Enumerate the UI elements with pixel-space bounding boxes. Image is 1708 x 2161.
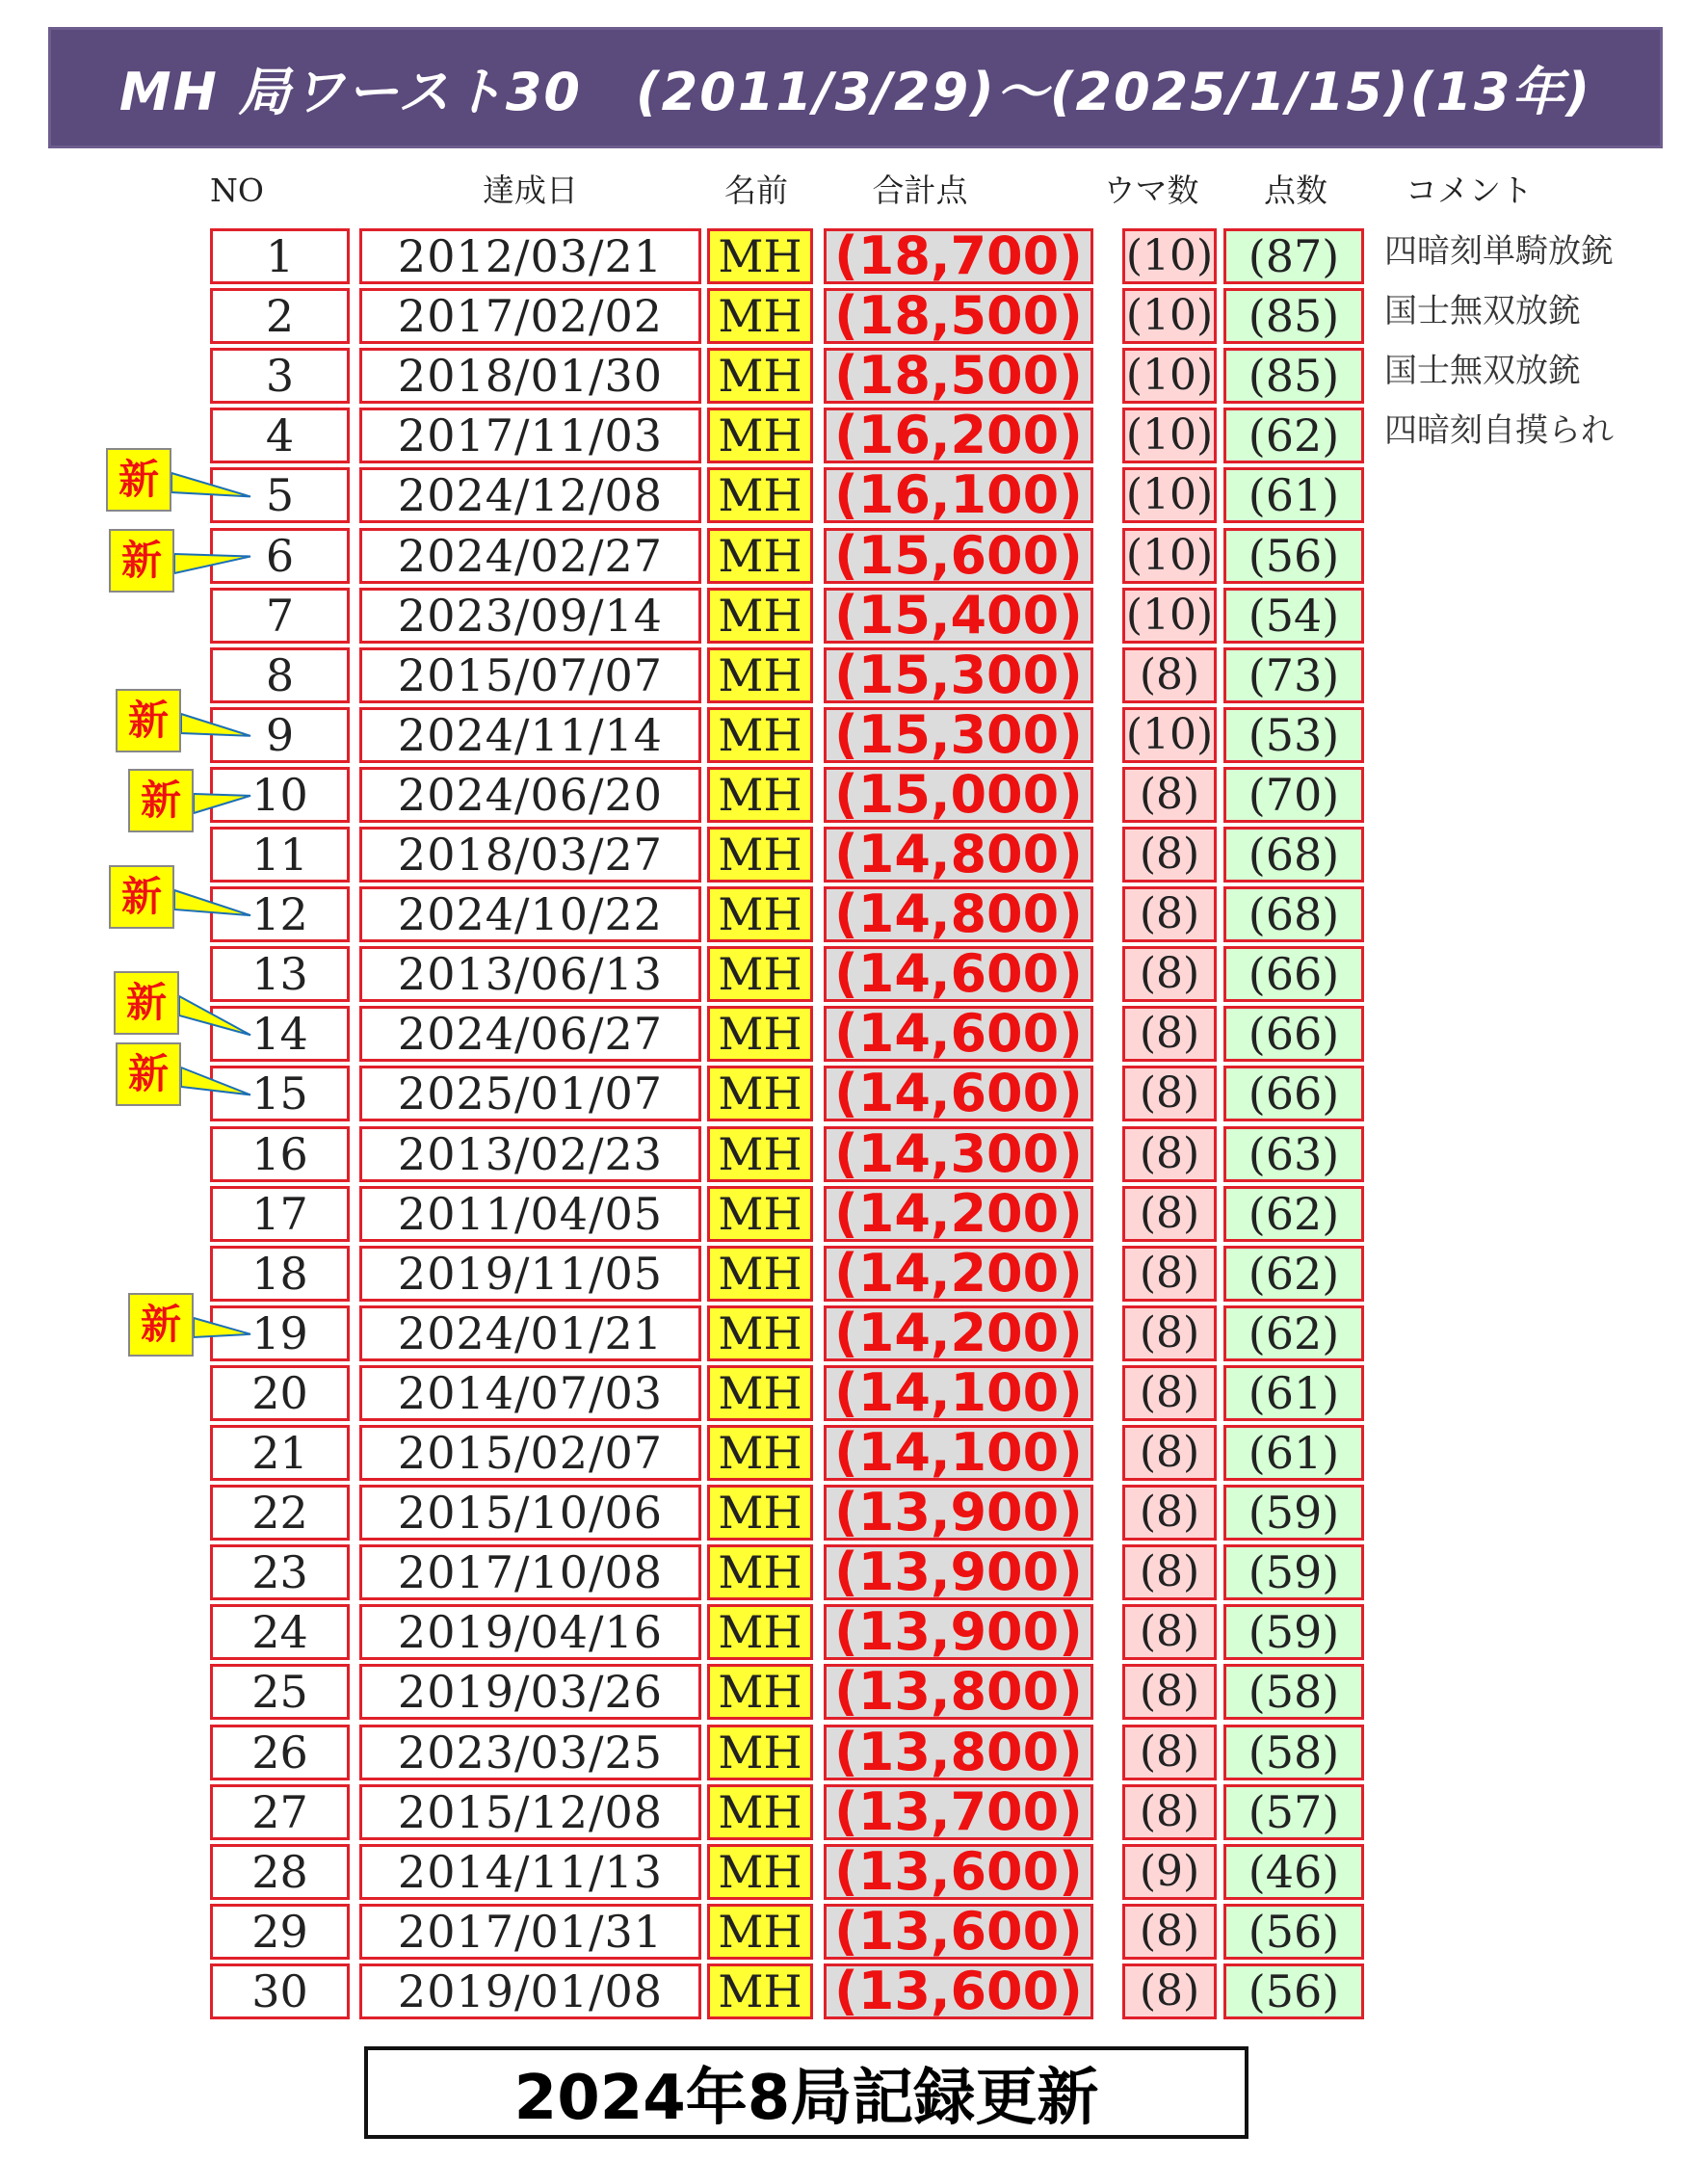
comment-text: 国士無双放銃	[1384, 352, 1581, 391]
name-cell: MH	[707, 946, 813, 1002]
points-cell: (58)	[1223, 1725, 1364, 1780]
date-cell: 2015/07/07	[359, 647, 701, 703]
table-row	[0, 1542, 1708, 1603]
name-cell: MH	[707, 1425, 813, 1481]
date-cell: 2025/01/07	[359, 1066, 701, 1121]
name-cell: MH	[707, 886, 813, 942]
date-cell: 2019/11/05	[359, 1246, 701, 1302]
name-cell: MH	[707, 827, 813, 883]
table-row	[0, 1601, 1708, 1663]
rank-cell: 26	[210, 1725, 350, 1780]
total-cell: (14,100)	[824, 1425, 1093, 1481]
date-cell: 2017/02/02	[359, 288, 701, 344]
total-cell: (13,800)	[824, 1664, 1093, 1720]
table-row	[0, 1242, 1708, 1304]
total-cell: (14,200)	[824, 1305, 1093, 1361]
date-cell: 2024/06/20	[359, 767, 701, 823]
points-cell: (62)	[1223, 1186, 1364, 1242]
rank-cell: 20	[210, 1365, 350, 1421]
table-row	[0, 405, 1708, 466]
table-row	[0, 1302, 1708, 1363]
name-cell: MH	[707, 1485, 813, 1541]
date-cell: 2014/11/13	[359, 1844, 701, 1900]
uma-cell: (10)	[1122, 588, 1217, 644]
rank-cell: 3	[210, 348, 350, 404]
rank-cell: 13	[210, 946, 350, 1002]
total-cell: (14,300)	[824, 1126, 1093, 1182]
header-total: 合計点	[872, 171, 968, 209]
name-cell: MH	[707, 1725, 813, 1780]
name-cell: MH	[707, 288, 813, 344]
uma-cell: (10)	[1122, 228, 1217, 284]
date-cell: 2024/01/21	[359, 1305, 701, 1361]
uma-cell: (8)	[1122, 1784, 1217, 1840]
rank-cell: 21	[210, 1425, 350, 1481]
title-banner	[48, 27, 1663, 148]
uma-cell: (8)	[1122, 1186, 1217, 1242]
new-badge: 新	[114, 971, 179, 1035]
new-badge: 新	[106, 448, 171, 512]
table-row	[0, 225, 1708, 286]
rank-cell: 22	[210, 1485, 350, 1541]
total-cell: (16,100)	[824, 467, 1093, 523]
date-cell: 2018/01/30	[359, 348, 701, 404]
table-row	[0, 1182, 1708, 1244]
name-cell: MH	[707, 1126, 813, 1182]
points-cell: (57)	[1223, 1784, 1364, 1840]
uma-cell: (8)	[1122, 1246, 1217, 1302]
points-cell: (46)	[1223, 1844, 1364, 1900]
name-cell: MH	[707, 1544, 813, 1600]
name-cell: MH	[707, 588, 813, 644]
points-cell: (63)	[1223, 1126, 1364, 1182]
rank-cell: 6	[210, 528, 350, 584]
name-cell: MH	[707, 1784, 813, 1840]
points-cell: (59)	[1223, 1544, 1364, 1600]
uma-cell: (8)	[1122, 886, 1217, 942]
total-cell: (15,600)	[824, 528, 1093, 584]
date-cell: 2015/12/08	[359, 1784, 701, 1840]
rank-cell: 5	[210, 467, 350, 523]
uma-cell: (8)	[1122, 1126, 1217, 1182]
name-cell: MH	[707, 228, 813, 284]
uma-cell: (8)	[1122, 1365, 1217, 1421]
date-cell: 2015/02/07	[359, 1425, 701, 1481]
total-cell: (13,800)	[824, 1725, 1093, 1780]
points-cell: (56)	[1223, 1963, 1364, 2019]
total-cell: (14,200)	[824, 1186, 1093, 1242]
uma-cell: (8)	[1122, 1006, 1217, 1062]
total-cell: (15,000)	[824, 767, 1093, 823]
header-date: 達成日	[483, 171, 578, 209]
name-cell: MH	[707, 1186, 813, 1242]
name-cell: MH	[707, 1664, 813, 1720]
name-cell: MH	[707, 467, 813, 523]
points-cell: (61)	[1223, 1365, 1364, 1421]
date-cell: 2017/01/31	[359, 1904, 701, 1960]
table-row	[0, 1063, 1708, 1124]
total-cell: (14,800)	[824, 886, 1093, 942]
date-cell: 2013/06/13	[359, 946, 701, 1002]
rank-cell: 17	[210, 1186, 350, 1242]
table-row	[0, 703, 1708, 765]
table-row	[0, 824, 1708, 884]
total-cell: (18,500)	[824, 348, 1093, 404]
date-cell: 2023/03/25	[359, 1725, 701, 1780]
table-row	[0, 1960, 1708, 2021]
total-cell: (14,800)	[824, 827, 1093, 883]
points-cell: (58)	[1223, 1664, 1364, 1720]
table-row	[0, 1422, 1708, 1483]
points-cell: (61)	[1223, 467, 1364, 523]
total-cell: (18,500)	[824, 288, 1093, 344]
name-cell: MH	[707, 528, 813, 584]
footer-text: 2024年8局記録更新	[513, 2063, 1099, 2134]
points-cell: (56)	[1223, 1904, 1364, 1960]
points-cell: (62)	[1223, 1305, 1364, 1361]
uma-cell: (10)	[1122, 528, 1217, 584]
uma-cell: (10)	[1122, 408, 1217, 463]
date-cell: 2013/02/23	[359, 1126, 701, 1182]
total-cell: (16,200)	[824, 408, 1093, 463]
table-row	[0, 1840, 1708, 1902]
uma-cell: (8)	[1122, 1904, 1217, 1960]
page-title: MH 局ワースト30 (2011/3/29)〜(2025/1/15)(13年)	[118, 61, 1592, 122]
table-row	[0, 1900, 1708, 1962]
total-cell: (13,700)	[824, 1784, 1093, 1840]
name-cell: MH	[707, 1904, 813, 1960]
uma-cell: (8)	[1122, 1664, 1217, 1720]
table-row	[0, 1721, 1708, 1782]
new-badge: 新	[116, 689, 181, 752]
table-row	[0, 1661, 1708, 1723]
rank-cell: 8	[210, 647, 350, 703]
date-cell: 2019/04/16	[359, 1604, 701, 1660]
table-row	[0, 464, 1708, 526]
rank-cell: 27	[210, 1784, 350, 1840]
uma-cell: (8)	[1122, 767, 1217, 823]
table-row	[0, 1780, 1708, 1842]
uma-cell: (8)	[1122, 827, 1217, 883]
total-cell: (13,600)	[824, 1904, 1093, 1960]
points-cell: (66)	[1223, 1066, 1364, 1121]
points-cell: (85)	[1223, 348, 1364, 404]
total-cell: (13,900)	[824, 1485, 1093, 1541]
points-cell: (61)	[1223, 1425, 1364, 1481]
name-cell: MH	[707, 1365, 813, 1421]
points-cell: (85)	[1223, 288, 1364, 344]
table-row	[0, 1003, 1708, 1065]
total-cell: (14,600)	[824, 1006, 1093, 1062]
table-row	[0, 1122, 1708, 1184]
date-cell: 2014/07/03	[359, 1365, 701, 1421]
table-row	[0, 943, 1708, 1005]
header-points: 点数	[1264, 171, 1327, 209]
rank-cell: 7	[210, 588, 350, 644]
date-cell: 2011/04/05	[359, 1186, 701, 1242]
date-cell: 2024/02/27	[359, 528, 701, 584]
comment-text: 四暗刻自摸られ	[1384, 411, 1614, 451]
name-cell: MH	[707, 1246, 813, 1302]
date-cell: 2019/01/08	[359, 1963, 701, 2019]
uma-cell: (8)	[1122, 647, 1217, 703]
points-cell: (70)	[1223, 767, 1364, 823]
date-cell: 2024/12/08	[359, 467, 701, 523]
total-cell: (14,600)	[824, 946, 1093, 1002]
rank-cell: 11	[210, 827, 350, 883]
table-row	[0, 524, 1708, 586]
header-comment: コメント	[1406, 171, 1533, 209]
header-uma: ウマ数	[1103, 171, 1199, 209]
rank-cell: 2	[210, 288, 350, 344]
date-cell: 2019/03/26	[359, 1664, 701, 1720]
table-row	[0, 1482, 1708, 1543]
uma-cell: (9)	[1122, 1844, 1217, 1900]
uma-cell: (8)	[1122, 1485, 1217, 1541]
table-row	[0, 644, 1708, 705]
header-no: NO	[210, 171, 264, 209]
points-cell: (73)	[1223, 647, 1364, 703]
points-cell: (68)	[1223, 827, 1364, 883]
total-cell: (14,100)	[824, 1365, 1093, 1421]
name-cell: MH	[707, 707, 813, 763]
total-cell: (18,700)	[824, 228, 1093, 284]
rank-cell: 15	[210, 1066, 350, 1121]
points-cell: (68)	[1223, 886, 1364, 942]
rank-cell: 1	[210, 228, 350, 284]
uma-cell: (8)	[1122, 1725, 1217, 1780]
total-cell: (15,400)	[824, 588, 1093, 644]
name-cell: MH	[707, 1066, 813, 1121]
table-row	[0, 1361, 1708, 1423]
uma-cell: (10)	[1122, 348, 1217, 404]
points-cell: (66)	[1223, 946, 1364, 1002]
uma-cell: (8)	[1122, 1963, 1217, 2019]
table-row	[0, 345, 1708, 407]
uma-cell: (10)	[1122, 288, 1217, 344]
new-badge: 新	[116, 1042, 181, 1106]
points-cell: (87)	[1223, 228, 1364, 284]
rank-cell: 23	[210, 1544, 350, 1600]
date-cell: 2023/09/14	[359, 588, 701, 644]
table-row	[0, 584, 1708, 646]
rank-cell: 12	[210, 886, 350, 942]
points-cell: (54)	[1223, 588, 1364, 644]
rank-cell: 19	[210, 1305, 350, 1361]
rank-cell: 29	[210, 1904, 350, 1960]
rank-cell: 16	[210, 1126, 350, 1182]
name-cell: MH	[707, 348, 813, 404]
points-cell: (53)	[1223, 707, 1364, 763]
total-cell: (13,600)	[824, 1963, 1093, 2019]
date-cell: 2024/06/27	[359, 1006, 701, 1062]
date-cell: 2024/11/14	[359, 707, 701, 763]
points-cell: (59)	[1223, 1604, 1364, 1660]
name-cell: MH	[707, 1006, 813, 1062]
footer-box	[364, 2046, 1248, 2139]
table-row	[0, 763, 1708, 825]
table-row	[0, 285, 1708, 347]
points-cell: (56)	[1223, 528, 1364, 584]
date-cell: 2017/10/08	[359, 1544, 701, 1600]
rank-cell: 30	[210, 1963, 350, 2019]
points-cell: (66)	[1223, 1006, 1364, 1062]
new-badge: 新	[109, 529, 174, 593]
rank-cell: 10	[210, 767, 350, 823]
uma-cell: (8)	[1122, 1544, 1217, 1600]
uma-cell: (8)	[1122, 946, 1217, 1002]
table-row	[0, 883, 1708, 945]
uma-cell: (8)	[1122, 1425, 1217, 1481]
uma-cell: (8)	[1122, 1305, 1217, 1361]
date-cell: 2017/11/03	[359, 408, 701, 463]
name-cell: MH	[707, 647, 813, 703]
name-cell: MH	[707, 408, 813, 463]
rank-cell: 18	[210, 1246, 350, 1302]
rank-cell: 28	[210, 1844, 350, 1900]
name-cell: MH	[707, 1305, 813, 1361]
date-cell: 2015/10/06	[359, 1485, 701, 1541]
comment-text: 国士無双放銃	[1384, 292, 1581, 331]
rank-cell: 14	[210, 1006, 350, 1062]
rank-cell: 9	[210, 707, 350, 763]
total-cell: (13,900)	[824, 1604, 1093, 1660]
rank-cell: 4	[210, 408, 350, 463]
points-cell: (62)	[1223, 1246, 1364, 1302]
uma-cell: (8)	[1122, 1604, 1217, 1660]
uma-cell: (8)	[1122, 1066, 1217, 1121]
rank-cell: 24	[210, 1604, 350, 1660]
date-cell: 2024/10/22	[359, 886, 701, 942]
date-cell: 2012/03/21	[359, 228, 701, 284]
total-cell: (14,600)	[824, 1066, 1093, 1121]
name-cell: MH	[707, 1844, 813, 1900]
total-cell: (14,200)	[824, 1246, 1093, 1302]
new-badge: 新	[128, 1293, 194, 1357]
header-name: 名前	[724, 171, 788, 209]
total-cell: (13,600)	[824, 1844, 1093, 1900]
total-cell: (13,900)	[824, 1544, 1093, 1600]
name-cell: MH	[707, 767, 813, 823]
uma-cell: (10)	[1122, 467, 1217, 523]
uma-cell: (10)	[1122, 707, 1217, 763]
new-badge: 新	[109, 865, 174, 929]
points-cell: (62)	[1223, 408, 1364, 463]
rank-cell: 25	[210, 1664, 350, 1720]
comment-text: 四暗刻単騎放銃	[1384, 232, 1614, 271]
name-cell: MH	[707, 1963, 813, 2019]
new-badge: 新	[128, 769, 194, 832]
name-cell: MH	[707, 1604, 813, 1660]
date-cell: 2018/03/27	[359, 827, 701, 883]
total-cell: (15,300)	[824, 647, 1093, 703]
points-cell: (59)	[1223, 1485, 1364, 1541]
total-cell: (15,300)	[824, 707, 1093, 763]
